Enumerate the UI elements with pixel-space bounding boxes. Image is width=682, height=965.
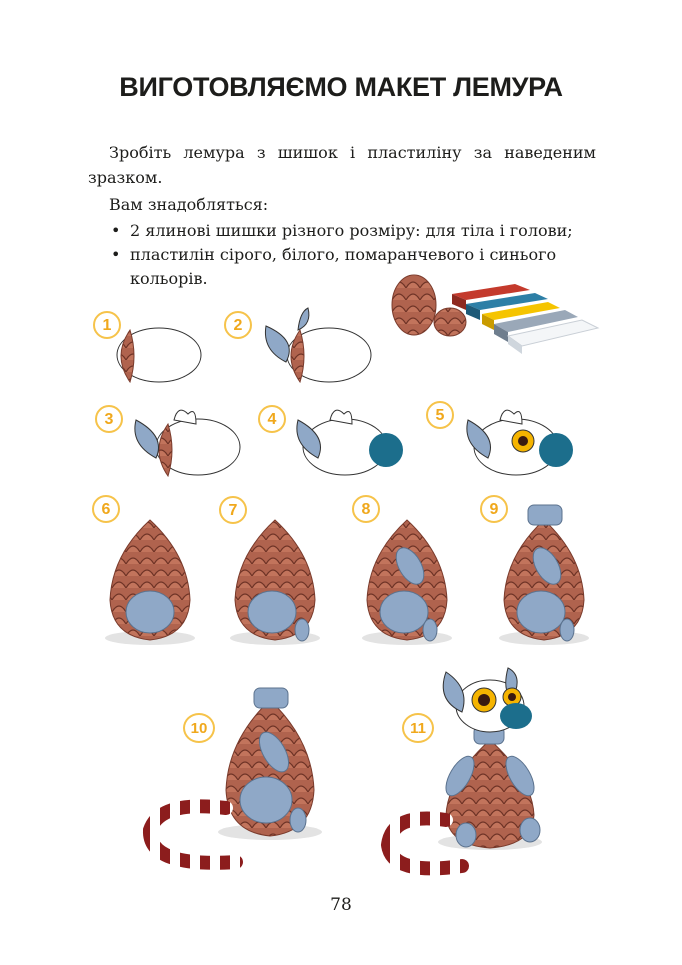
page-number: 78 [330,895,352,915]
step-badge-10: 10 [183,713,215,743]
step-badge-4: 4 [258,405,286,433]
step-3-illustration [135,410,240,476]
step-1-illustration [117,328,201,382]
step-badge-9: 9 [480,495,508,523]
step-badge-2: 2 [224,311,252,339]
list-item: • пластилін сірого, білого, помаранчевого і синього кольорів. [109,243,599,291]
step-5-illustration [467,410,573,475]
materials-label: Вам знадобляться: [109,195,269,214]
step-6-illustration [105,520,195,645]
step-10-illustration [150,688,322,863]
page-title: ВИГОТОВЛЯЄМО МАКЕТ ЛЕМУРА [119,72,563,102]
plasticine-sticks-icon [452,284,598,354]
step-badge-8: 8 [352,495,380,523]
step-badge-5: 5 [426,401,454,429]
step-badge-6: 6 [92,495,120,523]
step-badge-1: 1 [93,311,121,339]
step-badge-11: 11 [402,713,434,743]
step-9-illustration [499,505,589,645]
step-badge-7: 7 [219,496,247,524]
step-2-illustration [265,308,371,382]
step-4-illustration [297,410,403,475]
intro-paragraph: Зробіть лемура з шишок і пластиліну за наведеним зразком. [88,143,596,187]
pine-cone-icon [392,275,466,336]
step-8-illustration [362,520,452,645]
step-badge-3: 3 [95,405,123,433]
list-item: • 2 ялинові шишки різного розміру: для тіла і голови; [109,219,599,243]
lemur-illustration [388,668,542,868]
step-7-illustration [230,520,320,645]
